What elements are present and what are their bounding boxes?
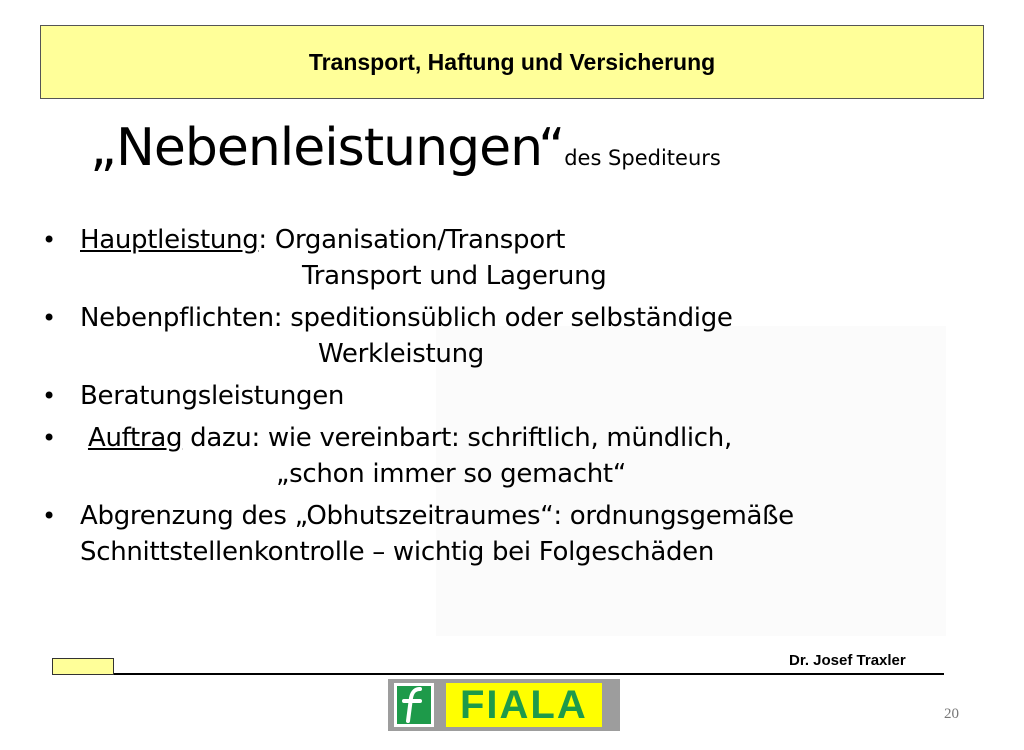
slide-title	[90, 118, 721, 178]
f-logo-icon	[394, 683, 434, 727]
bullet-icon: •	[42, 226, 56, 254]
bullet-icon: •	[42, 424, 56, 452]
list-item	[42, 222, 922, 294]
bullet-list	[42, 222, 922, 576]
bullet-label: Auftrag	[87, 423, 183, 453]
footer-divider	[114, 673, 944, 675]
bullet-icon: •	[42, 502, 56, 530]
company-logo	[388, 679, 620, 731]
page-number: 20	[944, 706, 959, 722]
bullet-text: : Organisation/Transport	[258, 225, 566, 255]
header-title: Transport, Haftung und Versicherung	[308, 48, 716, 75]
list-item	[42, 498, 922, 570]
bullet-label: Hauptleistung	[80, 225, 259, 255]
list-item	[42, 420, 922, 492]
bullet-text: Nebenpflichten: speditionsüblich oder selbständige	[80, 303, 733, 333]
bullet-icon: •	[42, 382, 56, 410]
slide-header-banner	[40, 25, 984, 99]
bullet-continuation: Transport und Lagerung	[302, 261, 607, 291]
logo-wordmark	[446, 683, 602, 727]
bullet-icon: •	[42, 304, 56, 332]
slide-title-main: „Nebenleistungen“	[90, 118, 565, 178]
bullet-text: Abgrenzung des „Obhutszeitraumes“: ordnungsgemäße	[80, 501, 794, 531]
bullet-continuation: Werkleistung	[318, 339, 484, 369]
footer-marker-box	[52, 658, 114, 675]
bullet-continuation: „schon immer so gemacht“	[276, 459, 626, 489]
slide-title-sub: des Spediteurs	[564, 146, 721, 170]
bullet-text: Beratungsleistungen	[80, 381, 345, 411]
list-item	[42, 378, 922, 414]
author-name: Dr. Josef Traxler	[789, 652, 906, 669]
bullet-continuation: Schnittstellenkontrolle – wichtig bei Folgeschäden	[80, 537, 715, 567]
list-item	[42, 300, 922, 372]
bullet-text: dazu: wie vereinbart: schriftlich, mündlich,	[182, 423, 732, 453]
logo-text: FIALA	[460, 682, 588, 727]
